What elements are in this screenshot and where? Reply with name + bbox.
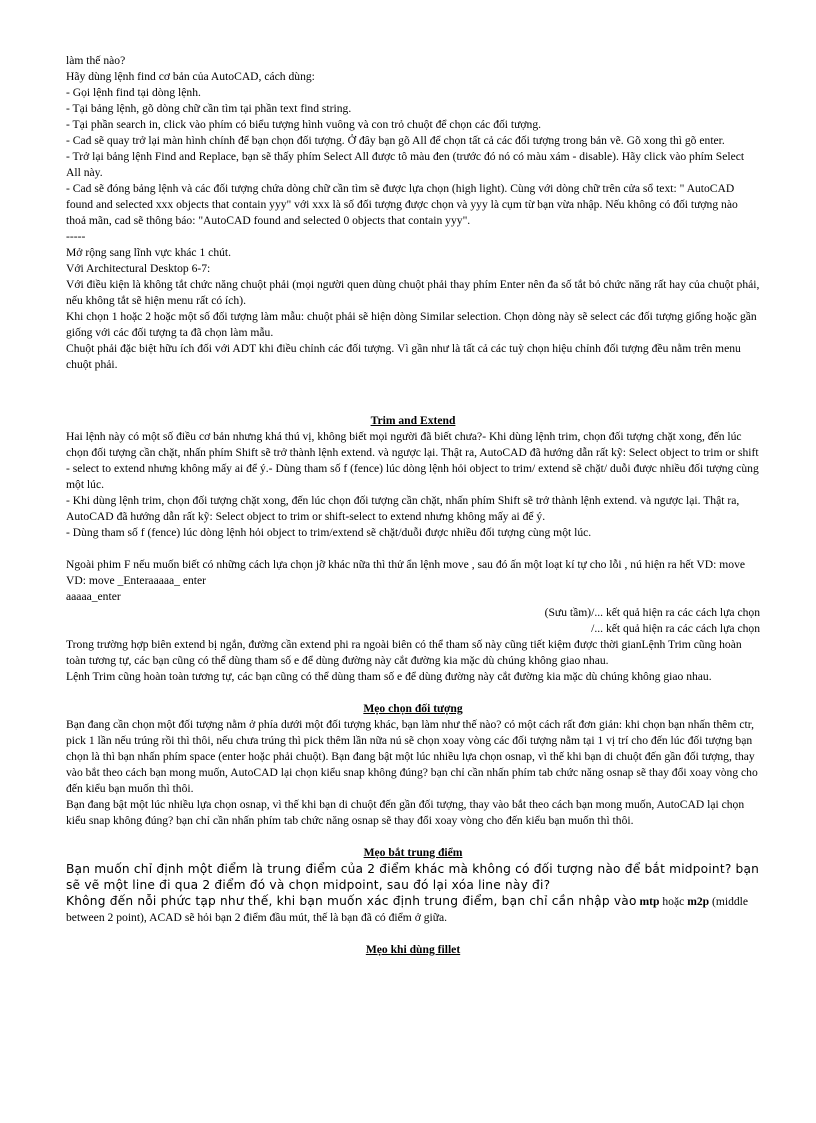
- paragraph: Với điều kiện là không tắt chức năng chuột phải (mọi người quen dùng chuột phải thay phím Enter nên đa số tắt bỏ chức năng rất hay của chuột phải, nếu không tắt sẽ hiện menu rất có ích).: [66, 278, 760, 307]
- paragraph: Trong trường hợp biên extend bị ngắn, đường cần extend phi ra ngoài biên có thể tham số này cũng tiết kiệm được thời gianLệnh Trim cũng hoàn toàn tương tự, các bạn cũng có thể dùng tham số e để dùng đường này cắt đường kia mặc dù chúng không giao nhau.: [66, 638, 742, 667]
- paragraph: aaaaa_enter: [66, 590, 121, 603]
- paragraph: [66, 893, 760, 926]
- paragraph-text: Không đến nỗi phức tạp như thế, khi bạn muốn xác định trung điểm, bạn chỉ cần nhập vào: [66, 894, 637, 908]
- right-aligned-note: /... kết quả hiện ra các cách lựa chọn: [591, 622, 760, 635]
- paragraph: Bạn đang cần chọn một đối tượng nằm ở phía dưới một đối tượng khác, bạn làm như thế nào? có một cách rất đơn giản: khi chọn bạn nhấn thêm ctr, pick 1 lần nếu trúng rồi thì thôi, nếu chưa trúng thì pick thêm lần nữa nú sẽ chọn xoay vòng các đối tượng nằm tại 1 vị trí cho đến lúc đối tượng bạn chọn là thì bạn nhấn phím space (enter hoặc phải chuột). Bạn đang bật một lúc nhiều lựa chọn osnap, vì thế khi bạn di chuột đến gần đối tượng, thay vào bắt theo cách bạn mong muốn, AutoCAD lại chọn kiểu snap không đúng? bạn chỉ cần nhấn phím tab chức năng osnap sẽ thay đổi xoay vòng cho đến kiểu bạn muốn thì thôi.: [66, 718, 758, 795]
- trim-extend-section: [66, 413, 760, 685]
- paragraph: Mở rộng sang lĩnh vực khác 1 chút.: [66, 246, 232, 259]
- document-page: [66, 53, 760, 958]
- paragraph: Hãy dùng lệnh find cơ bản của AutoCAD, cách dùng:: [66, 70, 315, 83]
- separator-text: -----: [66, 230, 86, 243]
- paragraph: - Khi dùng lệnh trim, chọn đối tượng chặt xong, đến lúc chọn đối tượng cần chặt, nhấn phím Shift sẽ trở thành lệnh extend. và ngược lại. Thật ra, AutoCAD đã hướng dẫn rất kỹ: Select object to trim or shift-select to extend nhưng không mấy ai để ý.: [66, 494, 740, 523]
- paragraph: Chuột phải đặc biệt hữu ích đối với ADT khi điều chỉnh các đối tượng. Vì gần như là tất cả các tuỳ chọn hiệu chỉnh đối tượng đều nằm trên menu chuột phải.: [66, 342, 741, 371]
- paragraph: Bạn muốn chỉ định một điểm là trung điểm của 2 điểm khác mà không có đối tượng nào để bắt midpoint? bạn sẽ vẽ một line đi qua 2 điểm đó và chọn midpoint, sau đó lại xóa line này đi?: [66, 862, 760, 892]
- paragraph-text: hoặc: [659, 895, 685, 908]
- section-heading: Trim and Extend: [370, 414, 456, 427]
- paragraph: Khi chọn 1 hoặc 2 hoặc một số đối tượng làm mẫu: chuột phải sẽ hiện dòng Similar selection. Chọn dòng này sẽ select các đối tượng giống hoặc gần giống với các đối tượng ta đã chọn làm mẫu.: [66, 310, 757, 339]
- paragraph: Hai lệnh này có một số điều cơ bản nhưng khá thú vị, không biết mọi người đã biết chưa?- Khi dùng lệnh trim, chọn đối tượng chặt xong, đến lúc chọn đối tượng cần chặt, nhấn phím Shift sẽ trở thành lệnh extend. và ngược lại. Thật ra, AutoCAD đã hướng dẫn rất kỹ: Select object to trim or shift - select to extend nhưng không mấy ai để ý.- Dùng tham số f (fence) lúc dòng lệnh hỏi object to trim/ extend sẽ chặt/ duỗi được nhiều đối tượng cùng một lúc.: [66, 430, 759, 491]
- paragraph: Bạn đang bật một lúc nhiều lựa chọn osnap, vì thế khi bạn di chuột đến gần đối tượng, thay vào bắt theo cách bạn mong muốn, AutoCAD lại chọn kiểu snap không đúng? bạn chỉ cần nhấn phím tab chức năng osnap sẽ thay đổi xoay vòng cho đến kiểu bạn muốn thì thôi.: [66, 798, 745, 827]
- select-tip-section: [66, 701, 760, 829]
- command-m2p: m2p: [687, 895, 710, 908]
- paragraph: Với Architectural Desktop 6-7:: [66, 262, 211, 275]
- midpoint-section: [66, 845, 760, 926]
- section-heading: Mẹo bắt trung điểm: [363, 846, 463, 859]
- fillet-section: [66, 942, 760, 958]
- paragraph: Lệnh Trim cũng hoàn toàn tương tự, các bạn cũng có thể dùng tham số e để dùng đường này cắt đường kia mặc dù chúng không giao nhau.: [66, 670, 712, 683]
- paragraph-text: (middle between 2 point), ACAD sẽ hỏi bạn 2 điểm đầu mút, thế là bạn đã có điểm ở giữa.: [66, 895, 749, 924]
- paragraph: làm thế nào?: [66, 54, 126, 67]
- section-heading: Mẹo khi dùng fillet: [365, 943, 461, 956]
- paragraph: Ngoài phim F nếu muốn biết có những cách lựa chọn jỡ khác nữa thì thử ẩn lệnh move , sau đó ấn một loạt kí tự cho lỗi , nú hiện ra hết VD: move: [66, 558, 746, 571]
- paragraph: - Dùng tham số f (fence) lúc dòng lệnh hỏi object to trim/extend sẽ chặt/duỗi được nhiều đối tượng cùng một lúc.: [66, 526, 592, 539]
- command-mtp: mtp: [639, 895, 660, 908]
- intro-section: [66, 53, 760, 373]
- paragraph: - Tại phần search in, click vào phím có biểu tượng hình vuông và con trỏ chuột để chọn các đối tượng.: [66, 118, 542, 131]
- right-aligned-note: (Sưu tầm)/... kết quả hiện ra các cách lựa chọn: [544, 606, 760, 619]
- paragraph: - Cad sẽ quay trở lại màn hình chính để bạn chọn đối tượng. Ở đây bạn gõ All để chọn tất cả các đối tượng trong bản vẽ. Gõ xong thì gõ enter.: [66, 134, 725, 147]
- paragraph: - Cad sẽ đóng bảng lệnh và các đối tượng chứa dòng chữ cần tìm sẽ được lựa chọn (high light). Cùng với dòng chữ trên cửa sổ text: " AutoCAD found and selected xxx objects that contain yyy" với xxx là số đối tượng được chọn và yyy là cụm từ bạn vừa nhập. Nếu không có đối tượng nào thoả mãn, cad sẽ thông báo: "AutoCAD found and selected 0 objects that contain yyy".: [66, 182, 738, 227]
- paragraph: - Trở lại bảng lệnh Find and Replace, bạn sẽ thấy phím Select All được tô màu đen (trước đó nó có màu xám - disable). Hãy click vào phím Select All này.: [66, 150, 745, 179]
- paragraph: - Tại bảng lệnh, gõ dòng chữ cần tìm tại phần text find string.: [66, 102, 352, 115]
- paragraph: VD: move _Enteraaaaa_ enter: [66, 574, 207, 587]
- section-heading: Mẹo chọn đối tượng: [363, 702, 463, 715]
- paragraph: - Gọi lệnh find tại dòng lệnh.: [66, 86, 201, 99]
